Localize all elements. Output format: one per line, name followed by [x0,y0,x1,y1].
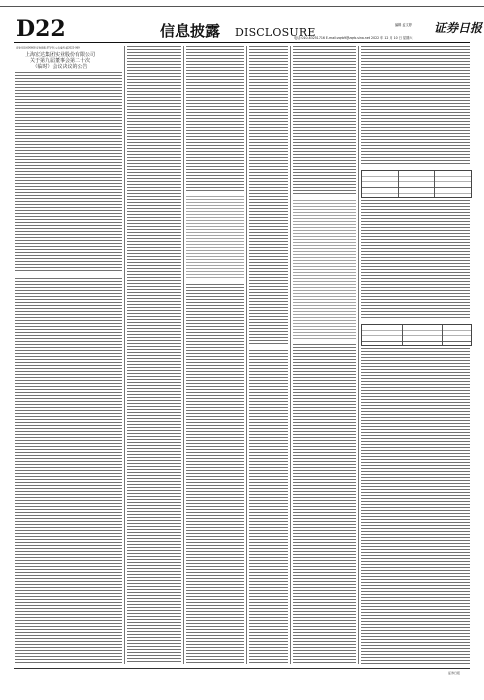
page-number: D22 [16,16,66,42]
company-name: 上海宏达集团实业股份有限公司 [24,52,95,58]
text-block [186,196,244,280]
data-table [361,170,472,198]
column-divider [246,46,247,664]
editor-line: 编辑 孟文婷 [395,23,412,27]
text-block [293,200,356,340]
text-block [15,72,122,272]
text-block [186,284,244,664]
newspaper-logo: 证券日报 [434,21,483,35]
text-block [249,46,288,346]
text-block [293,46,356,196]
stock-code-line: 证券代码:600608 证券简称:ST沪科 公告编号:临2022-069 [16,46,80,50]
text-block [249,350,288,664]
text-block [361,200,470,320]
column-divider [290,46,291,664]
header-rule [14,42,470,43]
section-title: 信息披露 [160,22,221,40]
text-block [361,46,470,166]
contact-line: 电话:010-83251716 E-mail:zqrb9@zqrb.sina.net 2022 年 12 月 10 日 星期六 [294,36,413,40]
text-block [186,46,244,192]
text-block [293,344,356,664]
announcement-title [18,52,102,71]
top-border [0,0,484,7]
footer-label: 证券日报 [448,671,461,675]
column-divider [183,46,184,664]
column-divider [358,46,359,664]
text-block [127,46,181,664]
data-table [361,324,472,346]
text-block [361,348,470,664]
footer-rule [14,668,470,669]
text-block [15,278,122,664]
section-title-en: DISCLOSURE [235,26,316,39]
column-divider [124,46,125,664]
title-line-1: 关于第九届董事会第二十次 [29,58,90,65]
title-line-2: （临时）会议决议的公告 [32,64,88,71]
